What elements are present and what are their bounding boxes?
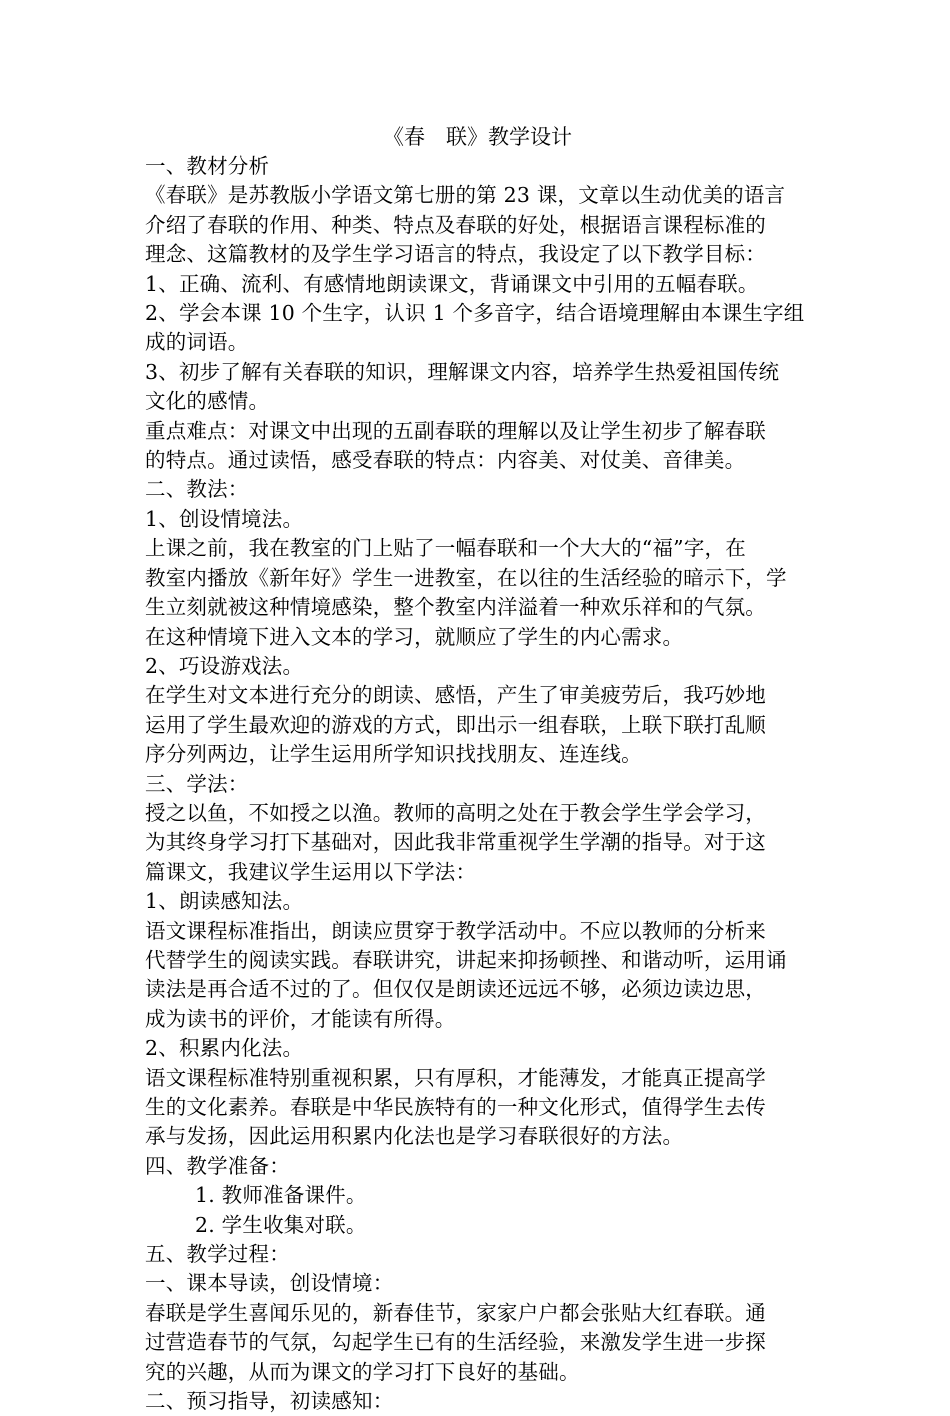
text-line: 的特点。通过读悟，感受春联的特点：内容美、对仗美、音律美。 [145,448,746,473]
text-line: 理念、这篇教材的及学生学习语言的特点，我设定了以下教学目标： [145,242,766,267]
text-line: 1. 教师准备课件。 [195,1183,367,1208]
text-line: 介绍了春联的作用、种类、特点及春联的好处，根据语言课程标准的 [145,212,766,237]
text-line: 在这种情境下进入文本的学习，就顺应了学生的内心需求。 [145,624,684,649]
text-line: 2、学会本课 10 个生字，认识 1 个多音字，结合语境理解由本课生字组 [145,301,805,326]
text-line: 语文课程标准特别重视积累，只有厚积，才能薄发，才能真正提高学 [145,1065,766,1090]
text-line: 重点难点：对课文中出现的五副春联的理解以及让学生初步了解春联 [145,418,766,443]
text-line: 二、预习指导，初读感知： [145,1389,394,1414]
text-line: 读法是再合适不过的了。但仅仅是朗读还远远不够，必须边读边思， [145,977,766,1002]
text-line: 运用了学生最欢迎的游戏的方式，即出示一组春联，上联下联打乱顺 [145,712,766,737]
text-line: 2、积累内化法。 [145,1036,304,1061]
text-line: 春联是学生喜闻乐见的，新春佳节，家家户户都会张贴大红春联。通 [145,1300,766,1325]
text-line: 2. 学生收集对联。 [195,1212,367,1237]
text-line: 1、创设情境法。 [145,506,304,531]
text-line: 承与发扬，因此运用积累内化法也是学习春联很好的方法。 [145,1124,684,1149]
document-page [145,122,810,1416]
text-line: 生的文化素养。春联是中华民族特有的一种文化形式，值得学生去传 [145,1095,766,1119]
document-title: 《春 联》教学设计 [383,125,572,149]
text-line: 序分列两边，让学生运用所学知识找找朋友、连连线。 [145,742,642,767]
text-line: 代替学生的阅读实践。春联讲究，讲起来抑扬顿挫、和谐动听，运用诵 [145,947,787,972]
text-line: 《春联》是苏教版小学语文第七册的第 23 课，文章以生动优美的语言 [145,183,786,208]
text-line: 为其终身学习打下基础对，因此我非常重视学生学潮的指导。对于这 [145,830,766,855]
text-line: 授之以鱼，不如授之以渔。教师的高明之处在于教会学生学会学习， [145,800,766,825]
text-line: 成的词语。 [145,330,249,355]
text-line: 文化的感情。 [145,389,270,414]
text-line: 二、教法： [145,477,249,502]
text-line: 成为读书的评价，才能读有所得。 [145,1006,456,1031]
document-body [145,152,810,1416]
text-line: 3、初步了解有关春联的知识，理解课文内容，培养学生热爱祖国传统 [145,359,780,384]
text-line: 2、巧设游戏法。 [145,653,304,678]
text-line: 生立刻就被这种情境感染，整个教室内洋溢着一种欢乐祥和的气氛。 [145,595,766,620]
text-line: 三、学法： [145,771,249,796]
text-line: 一、课本导读，创设情境： [145,1271,394,1296]
text-line: 1、正确、流利、有感情地朗读课文，背诵课文中引用的五幅春联。 [145,271,759,296]
text-line: 语文课程标准指出，朗读应贯穿于教学活动中。不应以教师的分析来 [145,918,766,943]
text-line: 究的兴趣，从而为课文的学习打下良好的基础。 [145,1359,580,1384]
text-line: 教室内播放《新年好》学生一进教室，在以往的生活经验的暗示下，学 [145,565,787,590]
text-line: 一、教材分析 [145,154,270,178]
text-line: 上课之前，我在教室的门上贴了一幅春联和一个大大的“福”字，在 [145,536,746,561]
text-line: 1、朗读感知法。 [145,889,304,914]
text-line: 篇课文，我建议学生运用以下学法： [145,859,477,884]
text-line: 五、教学过程： [145,1242,290,1267]
text-line: 过营造春节的气氛，勾起学生已有的生活经验，来激发学生进一步探 [145,1330,766,1355]
text-line: 在学生对文本进行充分的朗读、感悟，产生了审美疲劳后，我巧妙地 [145,683,766,708]
text-line: 四、教学准备： [145,1153,290,1178]
